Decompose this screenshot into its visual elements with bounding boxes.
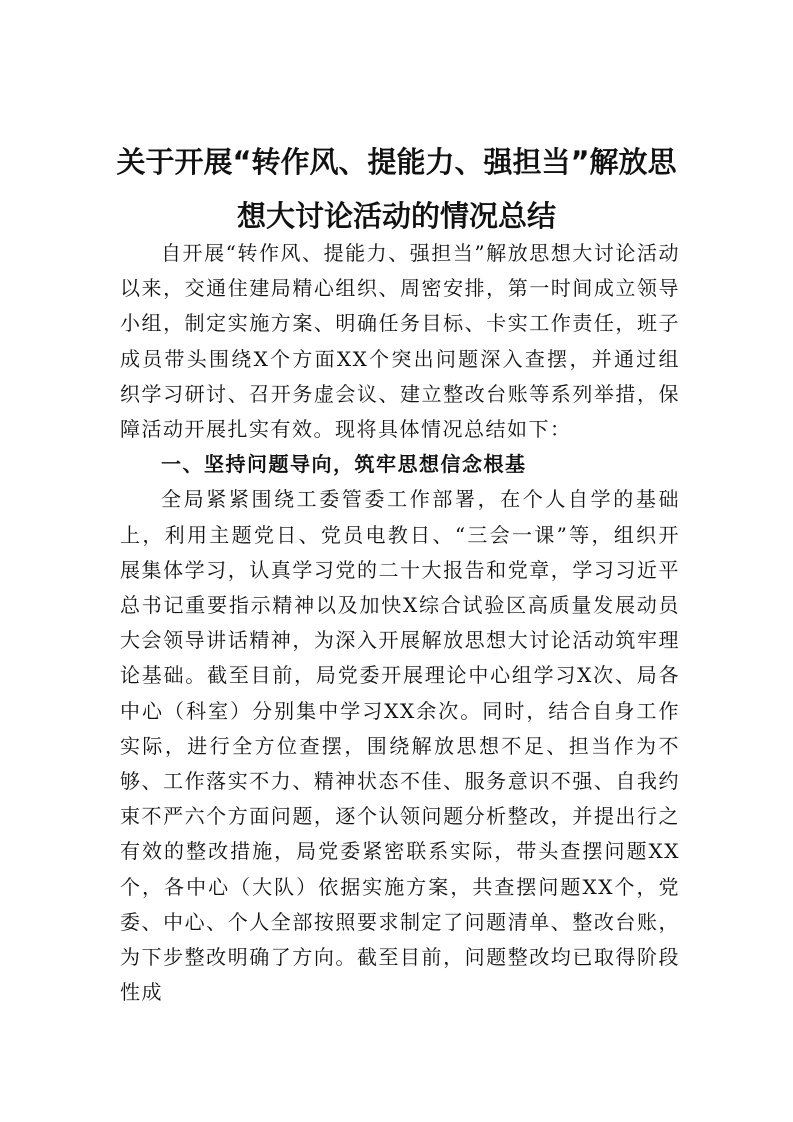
intro-paragraph: 自开展“转作风、提能力、强担当”解放思想大讨论活动以来，交通住建局精心组织、周密安排，第一时间成立领导小组，制定实施方案、明确任务目标、卡实工作责任，班子成员带头围绕X个方面XX个突出问题深入查摆，并通过组织学习研讨、召开务虚会议、建立整改台账等系列举措，保障活动开展扎实有效。现将具体情况总结如下： (120, 241, 680, 442)
section-1-heading: 一、坚持问题导向，筑牢思想信念根基 (161, 452, 527, 477)
document-title-line-2: 想大讨论活动的情况总结 (236, 199, 556, 233)
document-body (120, 236, 680, 1010)
document-title-line-1: 关于开展“转作风、提能力、强担当”解放思 (116, 145, 677, 179)
section-1-paragraph: 全局紧紧围绕工委管委工作部署，在个人自学的基础上，利用主题党日、党员电教日、“三会一课”等，组织开展集体学习，认真学习党的二十大报告和党章，学习习近平总书记重要指示精神以及加快X综合试验区高质量发展动员大会领导讲话精神，为深入开展解放思想大讨论活动筑牢理论基础。截至目前，局党委开展理论中心组学习X次、局各中心（科室）分别集中学习XX余次。同时，结合自身工作实际，进行全方位查摆，围绕解放思想不足、担当作为不够、工作落实不力、精神状态不佳、服务意识不强、自我约束不严六个方面问题，逐个认领问题分析整改，并提出行之有效的整改措施，局党委紧密联系实际，带头查摆问题XX个，各中心（大队）依据实施方案，共查摆问题XX个，党委、中心、个人全部按照要求制定了问题清单、整改台账，为下步整改明确了方向。截至目前，问题整改均已取得阶段性成 (120, 487, 680, 1005)
